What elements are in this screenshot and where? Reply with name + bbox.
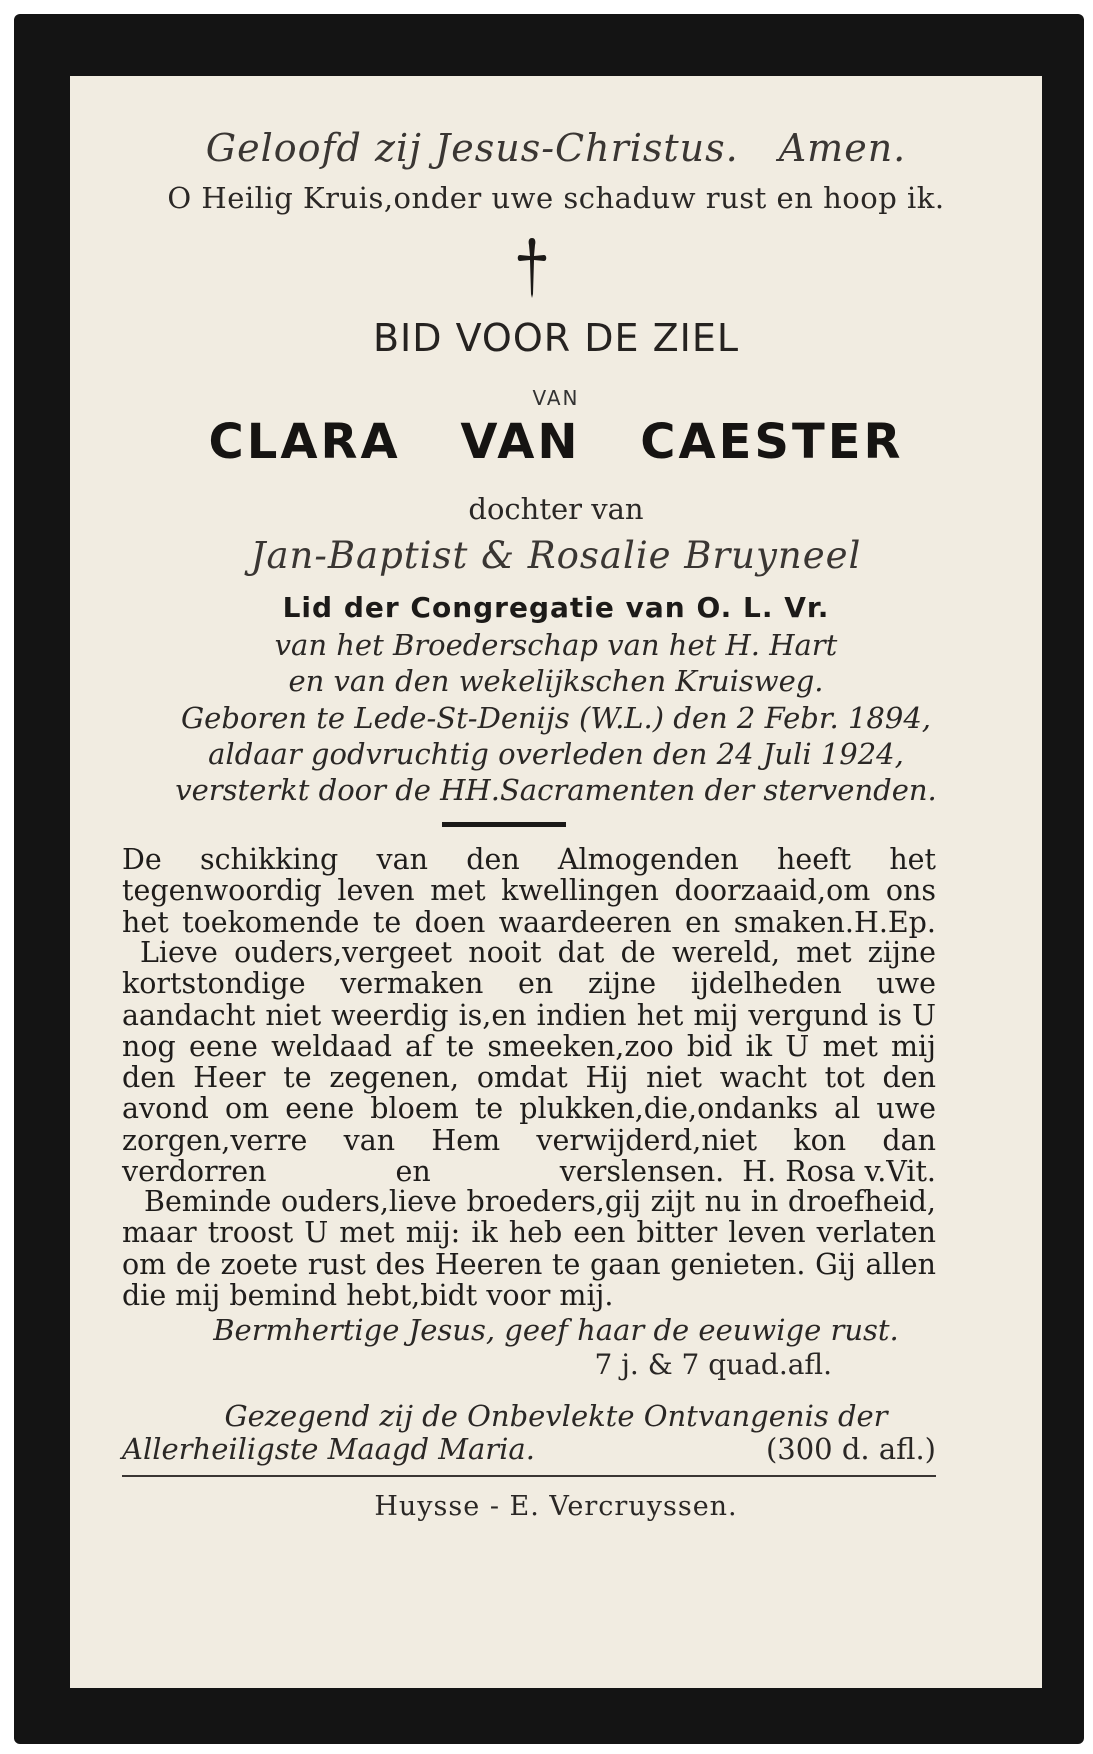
cross-prayer: O Heilig Kruis,onder uwe schaduw rust en hoop ik. xyxy=(167,181,945,215)
congregation-membership: Lid der Congregatie van O. L. Vr. xyxy=(282,591,830,624)
memorial-card-border xyxy=(14,14,1084,1744)
memorial-card-panel xyxy=(70,76,1042,1688)
sacraments-line: versterkt door de HH.Sacramenten der stervenden. xyxy=(175,773,937,807)
indulgence-300: (300 d. afl.) xyxy=(765,1432,936,1466)
paragraph-lieve-ouders xyxy=(122,937,936,1187)
van-label: VAN xyxy=(532,386,580,410)
indulgence-quad: 7 j. & 7 quad.afl. xyxy=(594,1348,832,1381)
paragraph-lieve-ouders-text: Lieve ouders,vergeet nooit dat de wereld, met zijne kortstondige vermaken en zijne ijdelheden uwe aandacht niet weerdig is,en indien het mij vergund is U nog eene weldaad af te smeeken,zoo bid ik U met mij den Heer te zegenen, omdat Hij niet wacht tot den avond om eene bloem te plukken,die,ondanks al uwe zorgen,verre van Hem verwijderd,niet kon dan verdorren en verslensen. xyxy=(122,936,936,1189)
salutation-text: Geloofd zij Jesus-Christus. xyxy=(205,126,739,170)
prayer-bermhertige: Bermhertige Jesus, geef haar de eeuwige rust. xyxy=(213,1313,899,1347)
kruisweg-membership: en van den wekelijkschen Kruisweg. xyxy=(288,664,824,698)
paragraph-beminde-ouders: Beminde ouders,lieve broeders,gij zijt nu in droefheid, maar troost U met mij: ik heb een bitter leven verlaten om de zoete rust des Heeren te gaan genieten. Gij allen die mij bemind hebt,bidt voor mij. xyxy=(122,1185,936,1312)
signature-h-ep: H.Ep. xyxy=(853,905,936,939)
paragraph-schikking xyxy=(122,844,936,938)
divider-rule xyxy=(442,822,566,827)
deceased-name: CLARA VAN CAESTER xyxy=(208,414,904,470)
prayer-gezegend-2-text: Allerheiligste Maagd Maria. xyxy=(122,1432,535,1466)
prayer-gezegend-1: Gezegend zij de Onbevlekte Ontvangenis der xyxy=(224,1399,888,1433)
latin-cross-icon xyxy=(516,236,548,300)
signature-h-rosa: H. Rosa v.Vit. xyxy=(742,1155,936,1189)
footer-rule xyxy=(122,1475,936,1477)
birth-line: Geboren te Lede-St-Denijs (W.L.) den 2 Febr. 1894, xyxy=(181,701,931,735)
salutation xyxy=(70,126,1042,170)
parents-names: Jan-Baptist & Rosalie Bruyneel xyxy=(250,534,862,577)
bid-voor-de-ziel: BID VOOR DE ZIEL xyxy=(372,316,739,360)
death-line: aldaar godvruchtig overleden den 24 Juli 1924, xyxy=(208,737,904,771)
prayer-gezegend-2 xyxy=(122,1432,936,1466)
dochter-van-label: dochter van xyxy=(468,492,644,526)
broederschap-membership: van het Broederschap van het H. Hart xyxy=(274,628,838,662)
amen-text: Amen. xyxy=(778,126,907,170)
printer-credit: Huysse - E. Vercruyssen. xyxy=(374,1491,738,1522)
paragraph-schikking-text: De schikking van den Almogenden heeft het tegenwoordig leven met kwellingen doorzaaid,om ons het toekomende te doen waardeeren en smaken. xyxy=(122,843,936,939)
